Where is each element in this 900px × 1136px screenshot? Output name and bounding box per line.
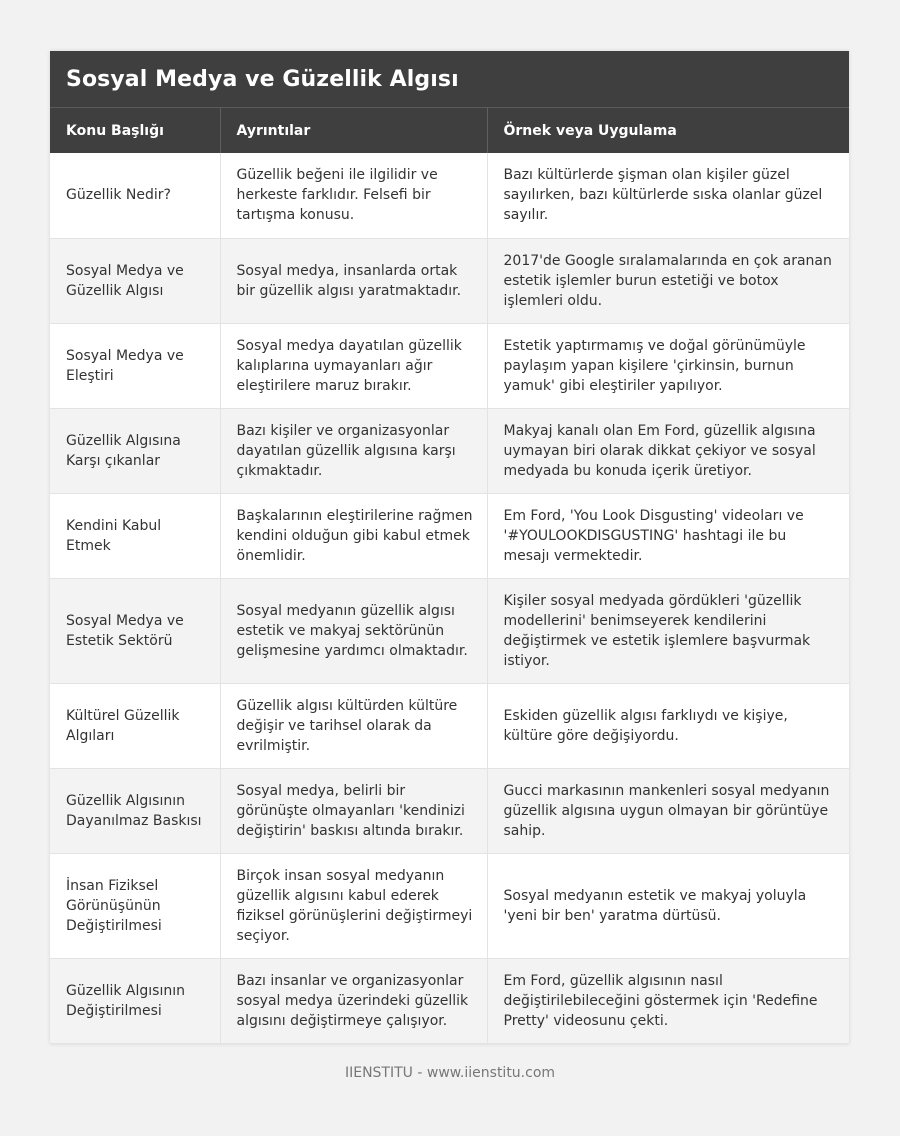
column-header-details: Ayrıntılar: [220, 108, 487, 153]
footer-credit: IIENSTITU - www.iienstitu.com: [344, 1065, 556, 1081]
page-title: Sosyal Medya ve Güzellik Algısı: [66, 66, 459, 92]
table-row: [50, 768, 849, 853]
cell-details: Birçok insan sosyal medyanın güzellik algısını kabul ederek fiziksel görünüşlerini değiştirmeyi seçiyor.: [220, 853, 487, 958]
title-bar: [50, 51, 849, 108]
cell-details: Güzellik algısı kültürden kültüre değişir ve tarihsel olarak da evrilmiştir.: [220, 683, 487, 768]
header-row: [50, 108, 849, 153]
cell-example: Em Ford, güzellik algısının nasıl değiştirilebileceğini göstermek için 'Redefine Pretty' videosunu çekti.: [487, 958, 849, 1043]
table-row: [50, 238, 849, 323]
cell-topic: Sosyal Medya ve Estetik Sektörü: [50, 578, 220, 683]
cell-details: Bazı kişiler ve organizasyonlar dayatılan güzellik algısına karşı çıkmaktadır.: [220, 408, 487, 493]
cell-example: Em Ford, 'You Look Disgusting' videoları ve '#YOULOOKDISGUSTING' hashtagi ile bu mesajı vermektedir.: [487, 493, 849, 578]
cell-topic: Sosyal Medya ve Güzellik Algısı: [50, 238, 220, 323]
cell-topic: Güzellik Algısına Karşı çıkanlar: [50, 408, 220, 493]
table-body: [50, 153, 849, 1043]
cell-topic: Güzellik Nedir?: [50, 153, 220, 238]
table-row: [50, 578, 849, 683]
content-table: [50, 108, 849, 1044]
cell-details: Sosyal medyanın güzellik algısı estetik ve makyaj sektörünün gelişmesine yardımcı olmaktadır.: [220, 578, 487, 683]
column-header-example: Örnek veya Uygulama: [487, 108, 849, 153]
cell-details: Sosyal medya, belirli bir görünüşte olmayanları 'kendinizi değiştirin' baskısı altında bırakır.: [220, 768, 487, 853]
cell-example: Gucci markasının mankenleri sosyal medyanın güzellik algısına uygun olmayan bir görüntüye sahip.: [487, 768, 849, 853]
cell-details: Sosyal medya dayatılan güzellik kalıplarına uymayanları ağır eleştirilere maruz bırakır.: [220, 323, 487, 408]
cell-topic: Sosyal Medya ve Eleştiri: [50, 323, 220, 408]
table-row: [50, 323, 849, 408]
cell-example: Kişiler sosyal medyada gördükleri 'güzellik modellerini' benimseyerek kendilerini değiştirmek ve estetik işlemlere başvurmak istiyor.: [487, 578, 849, 683]
table-row: [50, 958, 849, 1043]
table-row: [50, 683, 849, 768]
column-header-topic: Konu Başlığı: [50, 108, 220, 153]
cell-topic: Güzellik Algısının Değiştirilmesi: [50, 958, 220, 1043]
cell-details: Sosyal medya, insanlarda ortak bir güzellik algısı yaratmaktadır.: [220, 238, 487, 323]
cell-topic: İnsan Fiziksel Görünüşünün Değiştirilmesi: [50, 853, 220, 958]
cell-topic: Kültürel Güzellik Algıları: [50, 683, 220, 768]
cell-details: Başkalarının eleştirilerine rağmen kendini olduğun gibi kabul etmek önemlidir.: [220, 493, 487, 578]
table-row: [50, 853, 849, 958]
table-header: [50, 108, 849, 153]
cell-example: Estetik yaptırmamış ve doğal görünümüyle paylaşım yapan kişilere 'çirkinsin, burnun yamuk' gibi eleştiriler yapılıyor.: [487, 323, 849, 408]
table-row: [50, 408, 849, 493]
cell-example: Makyaj kanalı olan Em Ford, güzellik algısına uymayan biri olarak dikkat çekiyor ve sosyal medyada bu konuda içerik üretiyor.: [487, 408, 849, 493]
cell-details: Bazı insanlar ve organizasyonlar sosyal medya üzerindeki güzellik algısını değiştirmeye çalışıyor.: [220, 958, 487, 1043]
cell-details: Güzellik beğeni ile ilgilidir ve herkeste farklıdır. Felsefi bir tartışma konusu.: [220, 153, 487, 238]
table-card: [50, 51, 849, 1044]
table-row: [50, 493, 849, 578]
cell-topic: Kendini Kabul Etmek: [50, 493, 220, 578]
cell-example: 2017'de Google sıralamalarında en çok aranan estetik işlemler burun estetiği ve botox işlemleri oldu.: [487, 238, 849, 323]
cell-example: Eskiden güzellik algısı farklıydı ve kişiye, kültüre göre değişiyordu.: [487, 683, 849, 768]
cell-example: Sosyal medyanın estetik ve makyaj yoluyla 'yeni bir ben' yaratma dürtüsü.: [487, 853, 849, 958]
cell-topic: Güzellik Algısının Dayanılmaz Baskısı: [50, 768, 220, 853]
cell-example: Bazı kültürlerde şişman olan kişiler güzel sayılırken, bazı kültürlerde sıska olanlar güzel sayılır.: [487, 153, 849, 238]
table-row: [50, 153, 849, 238]
